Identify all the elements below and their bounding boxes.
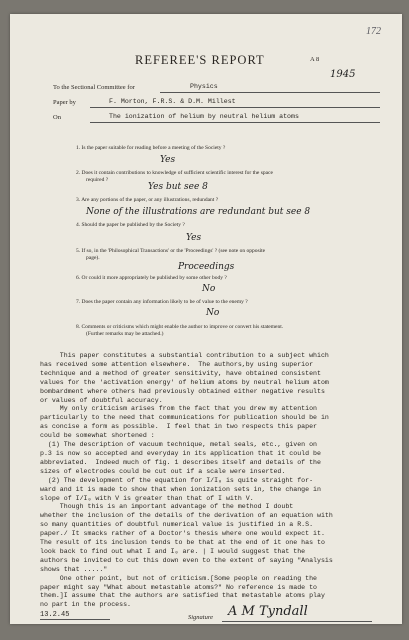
form-code: A 8 [310, 56, 320, 63]
committee-label: To the Sectional Committee for [53, 84, 135, 91]
paper-by-line [90, 107, 380, 108]
report-line: values for the 'activation energy' of helium atoms by neutral helium atom [40, 378, 329, 386]
report-line: so many quantities of doubtful numerical value is justified in a R.S. [40, 521, 314, 529]
signature-label: Signature [188, 614, 214, 621]
question-6: 6. Or could it more appropriately be published by some other body ? [76, 275, 227, 281]
question-8-cont: (Further remarks may be attached.) [86, 331, 164, 337]
signature: A M Tyndall [228, 604, 308, 619]
report-line: has received some attention elsewhere. The authors,by using superior [40, 360, 314, 368]
report-line: could be somewhat shortened : [40, 432, 155, 440]
question-2: 2. Does it contain contributions to knowledge of sufficient scientific interest for the space [76, 170, 273, 176]
answer-4: Yes [186, 233, 202, 243]
report-line: Though this is an important advantage of the method I doubt [40, 503, 294, 511]
report-line: paper might say "What about metastable atoms?" No reference is made to [40, 583, 317, 591]
report-line: ward and it is made to show that when ionization sets in, the change in [40, 485, 321, 493]
report-line: One other point, but not of criticism.[Some people on reading the [40, 574, 317, 582]
answer-2: Yes but see 8 [148, 182, 208, 192]
answer-7: No [206, 308, 220, 318]
on-label: On [53, 114, 61, 121]
question-3: 3. Are any portions of the paper, or any illustrations, redundant ? [76, 197, 219, 203]
report-year: 1945 [330, 69, 356, 80]
report-line: abbreviated. Indeed much of fig. 1 describes itself and details of the [40, 458, 321, 466]
report-body [40, 352, 390, 610]
report-line: as concise a form as possible. I feel that in two respects this paper [40, 423, 317, 431]
report-line: p.3 is now so accepted and everyday in its application that it could be [40, 449, 321, 457]
report-title: REFEREE'S REPORT [135, 53, 265, 67]
answer-6: No [202, 284, 216, 294]
report-line: whether the inclusion of the details of the derivation of an equation with [40, 512, 333, 520]
report-line: This paper constitutes a substantial contribution to a subject which [40, 352, 329, 359]
page-number: 172 [366, 26, 381, 37]
report-line: or values of doubtful accuracy. [40, 396, 163, 404]
report-date: 13.2.45 [40, 611, 70, 619]
question-7: 7. Does the paper contain any information likely to be of value to the enemy ? [76, 299, 248, 305]
date-line [40, 619, 110, 620]
on-line [90, 122, 380, 123]
report-line: (1) The description of vacuum technique, metal seals, etc., given on [40, 441, 317, 449]
signature-line [222, 621, 372, 622]
answer-5: Proceedings [178, 262, 235, 272]
on-value: The ionization of helium by neutral helium atoms [109, 113, 299, 120]
report-line: them.]I assume that the authors are satisfied that metastable atoms play [40, 592, 325, 600]
question-4: 4. Should the paper be published by the Society ? [76, 222, 185, 228]
paper-by-value: F. Morton, F.R.S. & D.M. Millest [109, 98, 236, 105]
report-line: particularly to the need that communications for publication should be in [40, 414, 329, 422]
answer-1: Yes [160, 155, 176, 165]
question-5: 5. If so, in the 'Philosophical Transactions' or the 'Proceedings' ? (see note on opposite [76, 248, 266, 254]
question-2-cont: required ? [86, 177, 109, 183]
report-line: The result of its inclusion tends to be that at the end of it one has to [40, 539, 325, 547]
paper-by-label: Paper by [53, 99, 76, 106]
question-1: 1. Is the paper suitable for reading before a meeting of the Society ? [76, 145, 226, 151]
report-line: shows that ....." [40, 565, 108, 573]
report-line: look back to find out what I and I₀ are. | I would suggest that the [40, 547, 306, 555]
report-line: My only criticism arises from the fact that you drew my attention [40, 405, 317, 413]
committee-value: Physics [190, 83, 218, 90]
report-line: no part in the process. [40, 601, 132, 609]
answer-3: None of the illustrations are redundant but see 8 [86, 207, 311, 217]
question-8: 8. Comments or criticisms which might enable the author to improve or convert his statement. [76, 324, 284, 330]
report-line: (2) The development of the equation for I/I₀ is quite straight for- [40, 476, 314, 484]
report-line: sizes of electrodes could be cut out if a scale were inserted. [40, 467, 286, 475]
committee-line [160, 92, 380, 93]
question-5-cont: page). [86, 255, 100, 261]
report-line: technique and a method of greater sensitivity, have obtained consistent [40, 369, 321, 377]
report-line: authors be invited to cut this down even to the extent of saying "Analysis [40, 556, 333, 564]
report-line: paper./ It smacks rather of a Doctor's thesis where one would expect it. [40, 530, 325, 538]
referee-report-sheet [10, 14, 402, 624]
report-line: bombardment where others had previously obtained either negative results [40, 387, 325, 395]
report-line: slope of I/I₀ with V is greater than that of I with V. [40, 494, 254, 502]
